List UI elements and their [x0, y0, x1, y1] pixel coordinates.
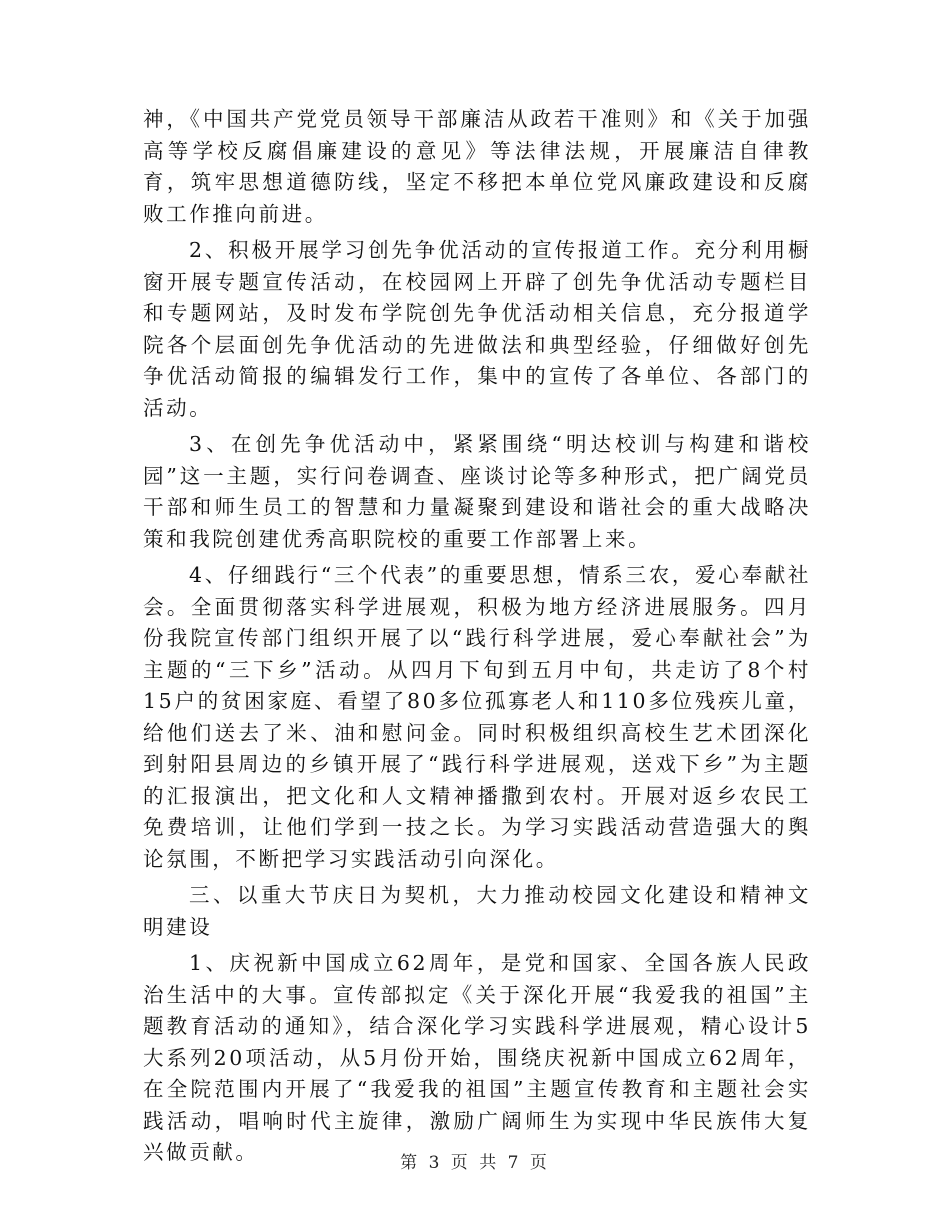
paragraph-continuation: 神，《中国共产党党员领导干部廉洁从政若干准则》和《关于加强高等学校反腐倡廉建设的意见》等法律法规，开展廉洁自律教育，筑牢思想道德防线，坚定不移把本单位党风廉政建设和反腐败工作推向前进。 — [143, 107, 811, 226]
page-footer: 第 3 页 共 7 页 — [400, 1153, 550, 1173]
paragraph-item-3: 3、在创先争优活动中，紧紧围绕“明达校训与构建和谐校园”这一主题，实行问卷调查、座谈讨论等多种形式，把广阔党员干部和师生员工的智慧和力量凝聚到建设和谐社会的重大战略决策和我院创建优秀高职院校的重要工作部署上来。 — [143, 432, 811, 551]
paragraph-item-2: 2、积极开展学习创先争优活动的宣传报道工作。充分利用橱窗开展专题宣传活动，在校园网上开辟了创先争优活动专题栏目和专题网站，及时发布学院创先争优活动相关信息，充分报道学院各个层面创先争优活动的先进做法和典型经验，仔细做好创先争优活动简报的编辑发行工作，集中的宣传了各单位、各部门的活动。 — [143, 238, 811, 420]
paragraph-section3-item-1: 1、庆祝新中国成立62周年，是党和国家、全国各族人民政治生活中的大事。宣传部拟定《关于深化开展“我爱我的祖国”主题教育活动的通知》，结合深化学习实践科学进展观，精心设计5大系列20项活动，从5月份开始，围绕庆祝新中国成立62周年，在全院范围内开展了“我爱我的祖国”主题宣传教育和主题社会实践活动，唱响时代主旋律，激励广阔师生为实现中华民族伟大复兴做贡献。 — [143, 951, 811, 1164]
document-body — [143, 104, 811, 1169]
paragraph-item-4: 4、仔细践行“三个代表”的重要思想，情系三农，爱心奉献社会。全面贯彻落实科学进展观，积极为地方经济进展服务。四月份我院宣传部门组织开展了以“践行科学进展，爱心奉献社会”为主题的“三下乡”活动。从四月下旬到五月中旬，共走访了8个村15户的贫困家庭、看望了80多位孤寡老人和110多位残疾儿童，给他们送去了米、油和慰问金。同时积极组织高校生艺术团深化到射阳县周边的乡镇开展了“践行科学进展观，送戏下乡”为主题的汇报演出，把文化和人文精神播撒到农村。开展对返乡农民工免费培训，让他们学到一技之长。为学习实践活动营造强大的舆论氛围，不断把学习实践活动引向深化。 — [143, 563, 811, 871]
section-heading-3: 三、以重大节庆日为契机，大力推动校园文化建设和精神文明建设 — [143, 883, 811, 939]
